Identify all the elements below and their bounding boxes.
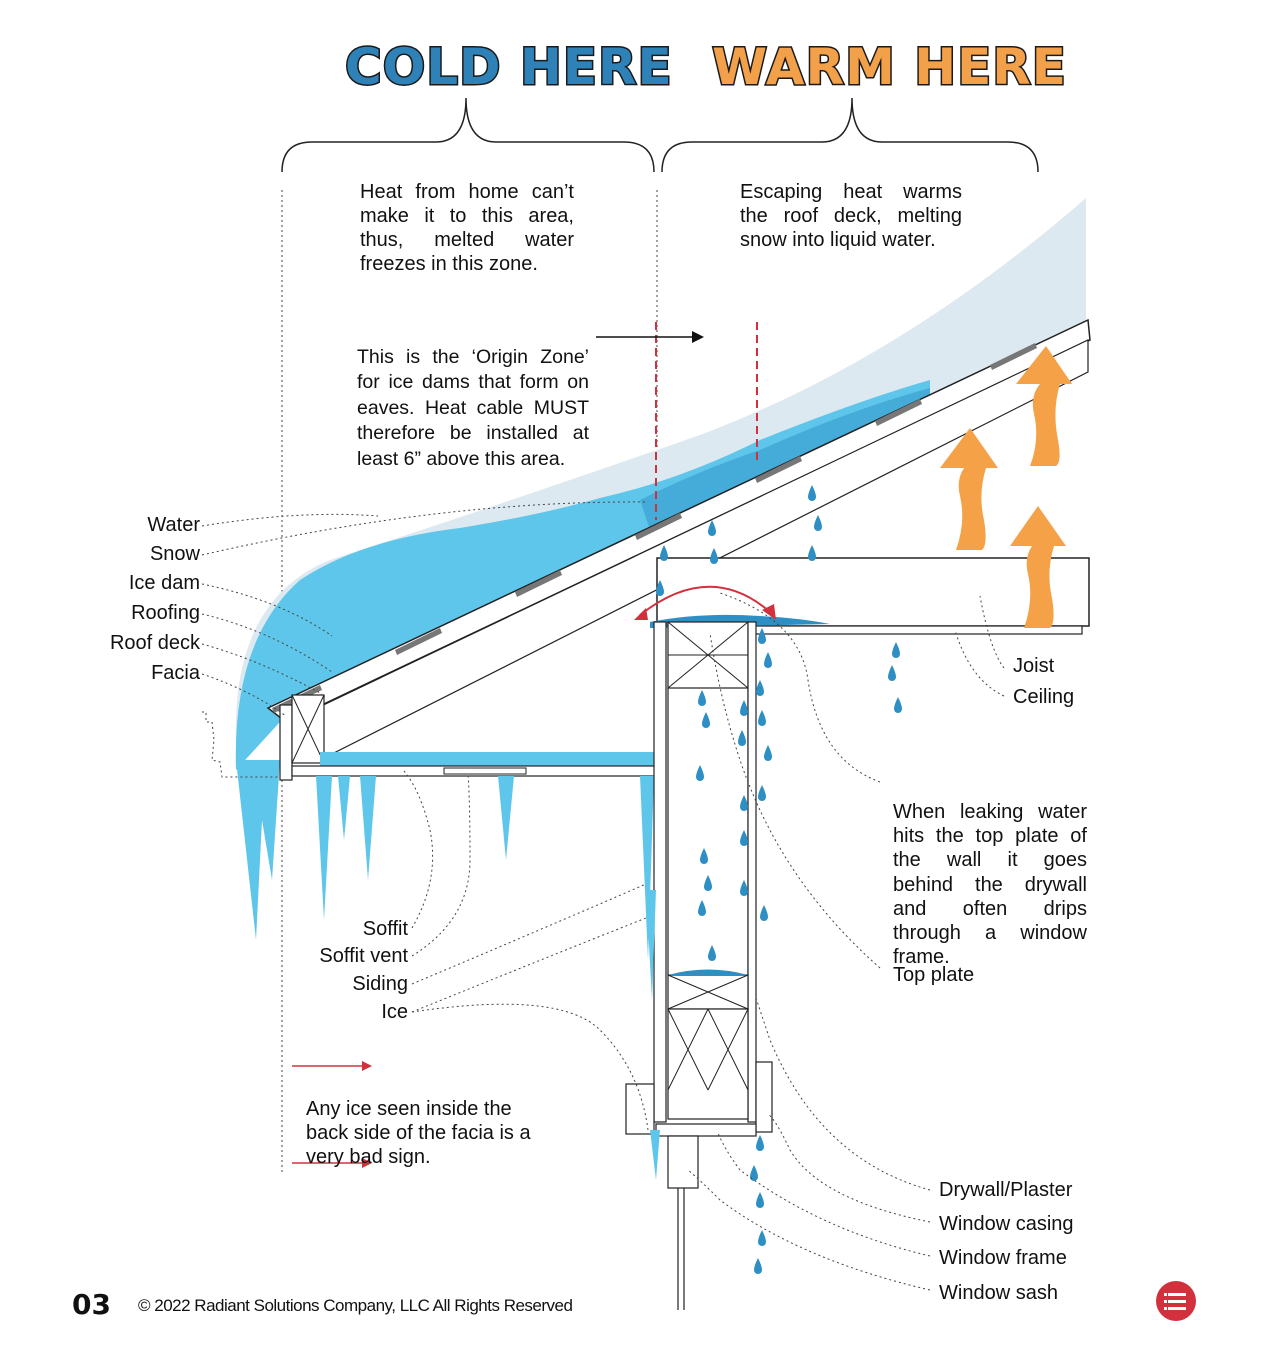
label-siding: Siding	[352, 973, 408, 995]
label-soffit-vent: Soffit vent	[319, 945, 408, 967]
icicle-cluster	[236, 760, 280, 940]
soffit-vent	[444, 768, 526, 774]
window-frame	[656, 1124, 756, 1136]
drywall	[748, 622, 756, 1122]
label-soffit: Soffit	[362, 918, 408, 940]
window-casing	[626, 1084, 654, 1134]
label-facia: Facia	[151, 662, 200, 684]
label-window-sash: Window sash	[939, 1282, 1058, 1304]
label-window-casing: Window casing	[939, 1213, 1074, 1235]
label-top-plate: Top plate	[893, 964, 975, 986]
facia	[280, 705, 292, 780]
wall-siding	[654, 622, 666, 1122]
label-ice-dam: Ice dam	[128, 572, 200, 594]
cold-zone-description: Heat from home can’t make it to this area, thus, melted water freezes in this zone.	[360, 181, 574, 275]
label-ceiling: Ceiling	[1013, 686, 1075, 708]
warm-zone-description: Escaping heat warms the roof deck, melting snow into liquid water.	[740, 181, 962, 251]
label-water: Water	[147, 514, 200, 536]
cold-zone-brace	[282, 98, 654, 172]
label-joist: Joist	[1013, 655, 1055, 677]
cold-here-heading: COLD HERE	[345, 38, 673, 96]
facia-ice-warning: Any ice seen inside the back side of the facia is a very bad sign.	[306, 1098, 531, 1168]
warm-zone-brace	[662, 98, 1038, 172]
leaking-water-note: When leaking water hits the top plate of the wall it goes behind the drywall and often drips through a window frame.	[893, 801, 1087, 969]
menu-list-icon	[1168, 1293, 1186, 1296]
window-sash	[668, 1136, 698, 1188]
label-window-frame: Window frame	[939, 1247, 1067, 1269]
copyright-notice: © 2022 Radiant Solutions Company, LLC All Rights Reserved	[138, 1296, 573, 1315]
page-number: 03	[72, 1288, 111, 1321]
label-roofing: Roofing	[131, 602, 200, 624]
label-roof-deck: Roof deck	[109, 632, 200, 654]
label-ice: Ice	[381, 1001, 408, 1023]
label-drywall-plaster: Drywall/Plaster	[939, 1179, 1073, 1201]
origin-zone-note: This is the ‘Origin Zone’ for ice dams that form on eaves. Heat cable MUST therefore be installed at least 6” above this area.	[357, 345, 589, 470]
menu-button[interactable]	[1156, 1281, 1196, 1321]
label-snow: Snow	[149, 543, 200, 565]
warm-here-heading: WARM HERE	[712, 38, 1067, 96]
